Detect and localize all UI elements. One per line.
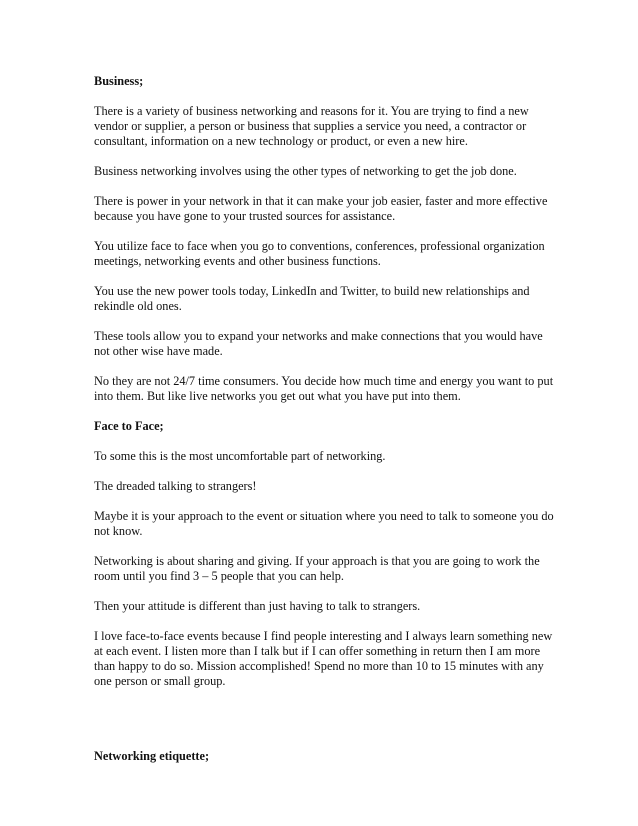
paragraph: No they are not 24/7 time consumers. You decide how much time and energy you want to put into them. But like live networks you get out what you have put into them.	[94, 374, 554, 403]
blank-space	[94, 704, 554, 749]
paragraph: To some this is the most uncomfortable part of networking.	[94, 449, 386, 463]
paragraph: You utilize face to face when you go to conventions, conferences, professional organization meetings, networking events and other business functions.	[94, 239, 545, 268]
section-heading-networking-etiquette: Networking etiquette;	[94, 749, 210, 763]
section-heading-business: Business;	[94, 74, 144, 88]
paragraph: Then your attitude is different than just having to talk to strangers.	[94, 599, 421, 613]
paragraph: There is a variety of business networking and reasons for it. You are trying to find a new vendor or supplier, a person or business that supplies a service you need, a contractor or consultant, information on a new technology or product, or even a new hire.	[94, 104, 529, 148]
paragraph: I love face-to-face events because I find people interesting and I always learn something new at each event. I listen more than I talk but if I can offer something in return then I am more than happy to do so. Mission accomplished! Spend no more than 10 to 15 minutes with any one person or small group.	[94, 629, 553, 688]
paragraph: You use the new power tools today, LinkedIn and Twitter, to build new relationships and rekindle old ones.	[94, 284, 530, 313]
paragraph: Business networking involves using the other types of networking to get the job done.	[94, 164, 517, 178]
paragraph: Maybe it is your approach to the event or situation where you need to talk to someone you do not know.	[94, 509, 554, 538]
document-body	[94, 74, 554, 779]
section-heading-face-to-face: Face to Face;	[94, 419, 164, 433]
paragraph: Networking is about sharing and giving. If your approach is that you are going to work the room until you find 3 – 5 people that you can help.	[94, 554, 540, 583]
paragraph: The dreaded talking to strangers!	[94, 479, 257, 493]
paragraph: There is power in your network in that it can make your job easier, faster and more effective because you have gone to your trusted sources for assistance.	[94, 194, 548, 223]
paragraph: These tools allow you to expand your networks and make connections that you would have not other wise have made.	[94, 329, 543, 358]
